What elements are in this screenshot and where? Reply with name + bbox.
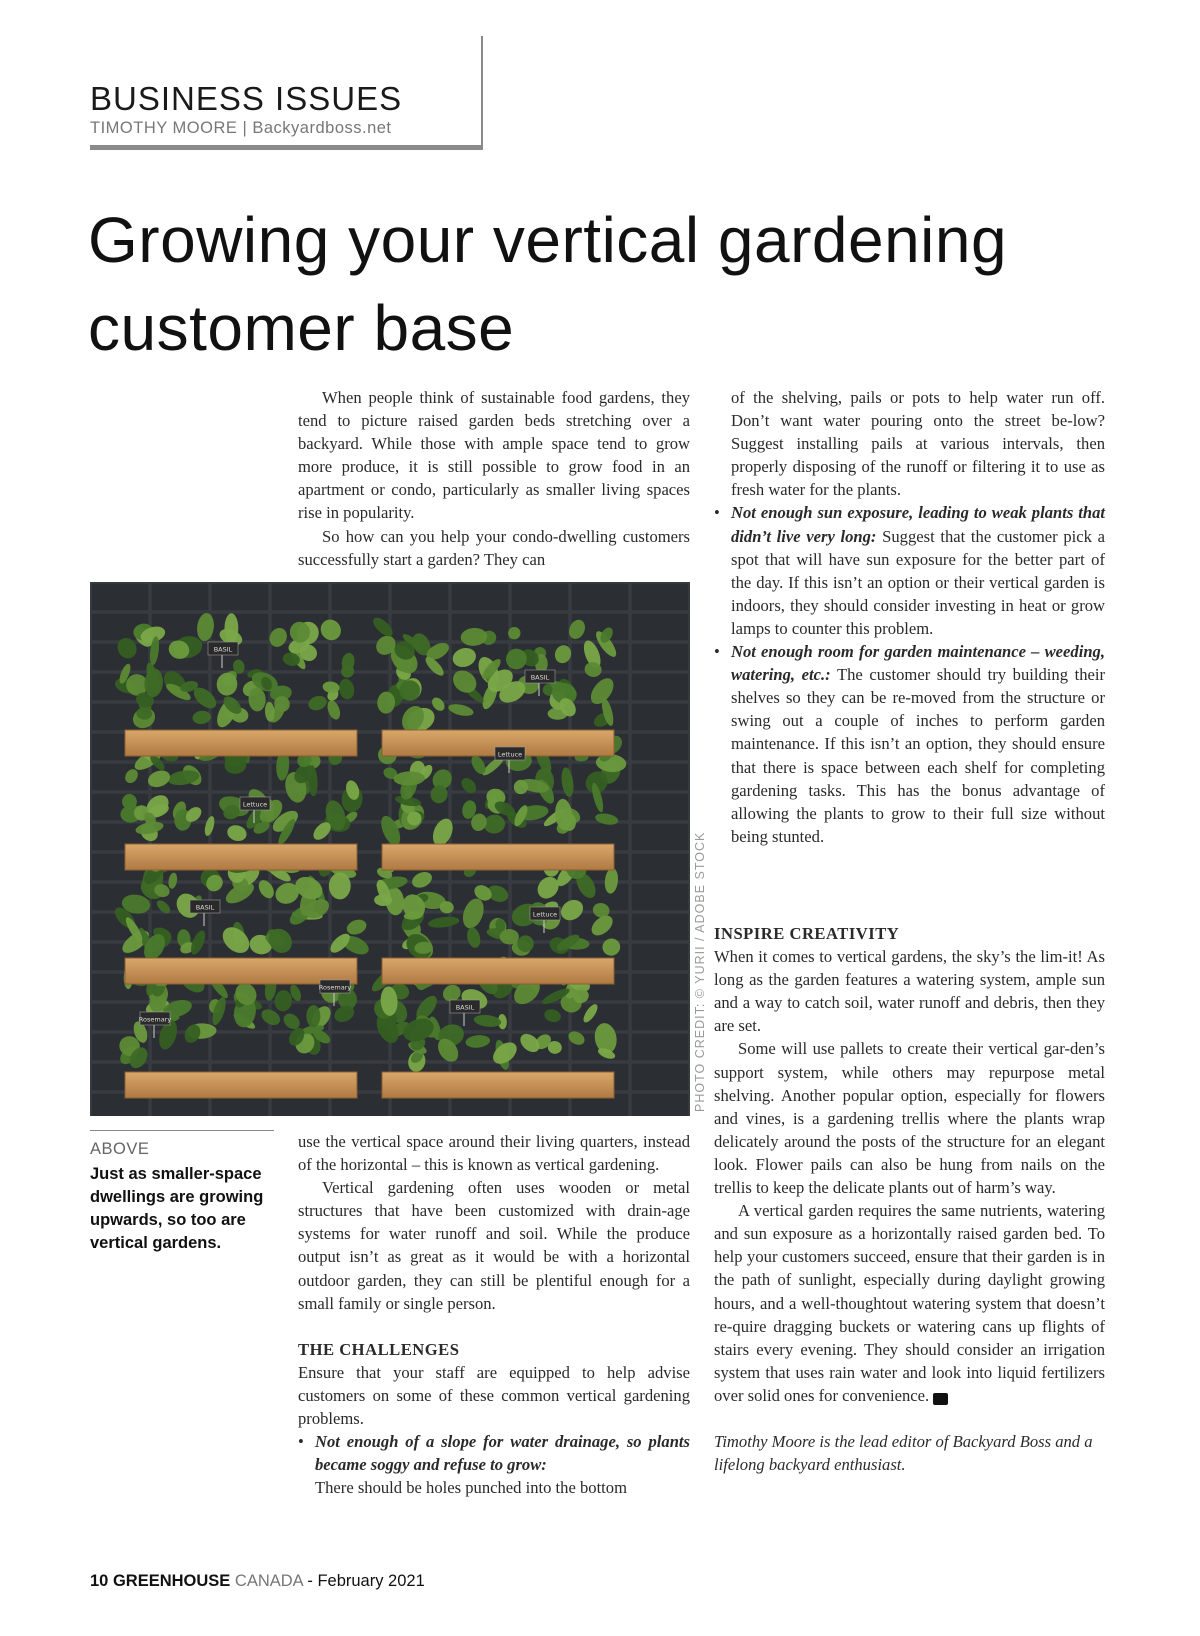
column-2-top — [714, 386, 1105, 848]
paragraph: When it comes to vertical gardens, the sky’s the lim-it! As long as the garden features a watering system, ample sun and a way to catch soil, water runoff and debris, then they are set. — [714, 947, 1105, 1036]
byline-separator: | — [242, 119, 248, 137]
plant-label-text: Lettuce — [242, 800, 268, 809]
paragraph: Ensure that your staff are equipped to help advise customers on some of these common vertical gardening problems. — [298, 1362, 690, 1429]
leaf-shape — [517, 935, 534, 952]
photo-credit: PHOTO CREDIT: © YURII / ADOBE STOCK — [693, 831, 707, 1112]
author-bio: Timothy Moore is the lead editor of Backyard Boss and a lifelong backyard enthusiast. — [714, 1431, 1093, 1475]
paragraph: Vertical gardening often uses wooden or metal structures that have been customized with drain-age systems for water runoff and soil. While the produce output isn’t as great as it would be with a horizontal outdoor garden, they can still be plentiful enough for a small family or single person. — [298, 1178, 690, 1313]
bullet-lead: Not enough room for garden maintenance – weeding, watering, etc.: — [731, 642, 1105, 685]
paragraph — [714, 1199, 1105, 1407]
vertical-garden-photo — [90, 582, 690, 1116]
paragraph-text: A vertical garden requires the same nutrients, watering and sun exposure as a horizontally raised garden bed. To help your customers succeed, ensure that their garden is in the path of sunlight, especially during daylight growing hours, and a well-thoughtout watering system that doesn’t re-quire dragging buckets or watering cans up flights of stairs every evening. They should consider an irrigation system that uses rain water and look into liquid fertilizers over solid ones for convenience. — [714, 1201, 1105, 1405]
magazine-name-suffix: CANADA — [234, 1572, 303, 1590]
bullet-text: There should be holes punched into the bottom — [315, 1478, 627, 1498]
page-number: 10 — [90, 1572, 109, 1590]
plant-label-text: Rosemary — [138, 1015, 172, 1024]
plant-label-text: BASIL — [195, 903, 215, 912]
planter-box — [125, 1072, 357, 1098]
header-vertical-rule — [481, 36, 483, 149]
planter-box — [125, 844, 357, 870]
paragraph: So how can you help your condo-dwelling customers successfully start a garden? They can — [298, 526, 690, 569]
author-site: Backyardboss.net — [252, 119, 392, 137]
column-1-bottom — [298, 1130, 690, 1499]
end-mark-icon: GC — [933, 1393, 948, 1405]
paragraph: When people think of sustainable food gardens, they tend to picture raised garden beds stretching over a backyard. While those with ample space tend to grow more produce, it is still possible to grow food in an apartment or condo, particularly as smaller living spaces rise in popularity. — [298, 388, 690, 523]
header-horizontal-rule — [90, 145, 483, 150]
bullet-item — [714, 501, 1105, 640]
planter-box — [382, 958, 614, 984]
leaf-shape — [225, 613, 239, 643]
column-1-top — [298, 386, 690, 571]
magazine-name: GREENHOUSE — [112, 1572, 231, 1590]
section-name: BUSINESS ISSUES — [90, 80, 403, 117]
bullet-continuation: of the shelving, pails or pots to help water run off. Don’t want water pouring onto the street be-low? Suggest installing pails at various intervals, then properly disposing of the runoff or filtering it to use as fresh water for the plants. — [731, 388, 1105, 500]
bullet-lead: Not enough of a slope for water drainage, so plants became soggy and refuse to grow: — [315, 1432, 690, 1475]
leaf-shape — [306, 1005, 320, 1027]
garden-illustration — [90, 582, 690, 1116]
plant-label-text: BASIL — [213, 645, 233, 654]
caption-rule — [90, 1130, 274, 1131]
article-title: Growing your vertical gardening customer base — [88, 204, 1008, 364]
planter-box — [125, 730, 357, 756]
section-heading: THE CHALLENGES — [298, 1339, 460, 1359]
issue-date: - February 2021 — [307, 1572, 425, 1590]
bullet-glyph: • — [298, 1432, 304, 1452]
bullet-glyph: • — [714, 503, 720, 523]
planter-box — [382, 844, 614, 870]
bullet-item — [714, 640, 1105, 848]
bullet-text: The customer should try building their shelves so they can be re-moved from the structure or swing out a couple of inches to perform garden maintenance. If this isn’t an option, they should ensure that there is space between each shelf for completing gardening tasks. This has the bonus advantage of allowing the plants to grow to their full size without being stunted. — [731, 665, 1105, 846]
plant-label-text: BASIL — [455, 1003, 475, 1012]
caption-text: Just as smaller-space dwellings are growing upwards, so too are vertical gardens. — [90, 1165, 264, 1252]
byline — [90, 119, 392, 138]
bullet-glyph: • — [714, 642, 720, 662]
paragraph: Some will use pallets to create their vertical gar-den’s support system, while others may repurpose metal shelving. Another popular option, especially for flowers and vines, is a gardening trellis where the plants wrap delicately around the posts of the structure for an elegant look. Flower pails can also be hung from nails on the trellis to keep the delicate plants out of harm’s way. — [714, 1039, 1105, 1198]
plant-label-text: Lettuce — [532, 910, 558, 919]
bullet-lead: Not enough sun exposure, leading to weak plants that didn’t live very long: — [731, 503, 1105, 546]
leaf-shape — [500, 929, 519, 944]
bullet-item — [298, 1430, 690, 1499]
bullet-text: Suggest that the customer pick a spot that will have sun exposure for the better part of the day. If this isn’t an option or their vertical garden is indoors, they should consider investing in heat or grow lamps to counter this problem. — [731, 526, 1105, 638]
planter-box — [382, 1072, 614, 1098]
section-heading: INSPIRE CREATIVITY — [714, 924, 900, 943]
caption-label: ABOVE — [90, 1140, 150, 1158]
paragraph: use the vertical space around their living quarters, instead of the horizontal – this is known as vertical gardening. — [298, 1132, 690, 1175]
page-footer — [90, 1572, 425, 1591]
column-2-bottom — [714, 922, 1105, 1476]
plant-label-text: BASIL — [530, 673, 550, 682]
plant-label-text: Rosemary — [318, 983, 352, 992]
author-name: TIMOTHY MOORE — [90, 119, 238, 137]
plant-label-text: Lettuce — [497, 750, 523, 759]
